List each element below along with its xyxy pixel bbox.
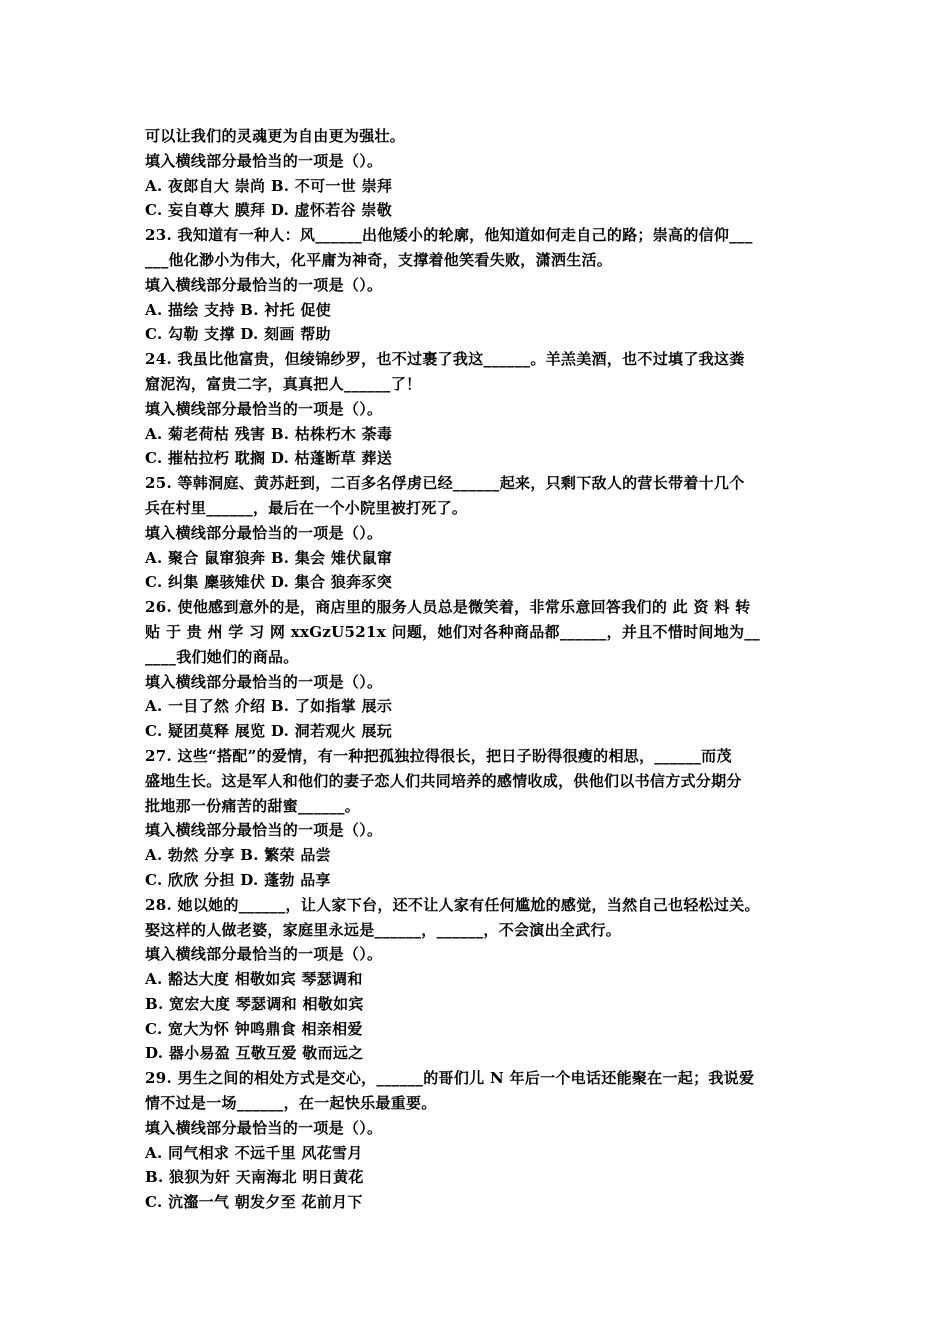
question-text-line: 可以让我们的灵魂更为自由更为强壮。 — [145, 127, 406, 145]
answer-options-line: A. 夜郎自大 崇尚 B. 不可一世 崇拜 — [145, 176, 393, 195]
answer-options-line: C. 沆瀣一气 朝发夕至 花前月下 — [145, 1193, 363, 1212]
question-prompt-line: 填入横线部分最恰当的一项是（）。 — [145, 672, 383, 691]
answer-options-line: A. 一目了然 介绍 B. 了如指掌 展示 — [145, 697, 393, 716]
answer-options-line: A. 勃然 分享 B. 繁荣 品尝 — [145, 846, 331, 865]
question-text-line: 窟泥沟，富贵二字，真真把人______了！ — [145, 374, 422, 393]
question-text-line: 兵在村里______，最后在一个小院里被打死了。 — [145, 498, 468, 517]
answer-options-line: A. 豁达大度 相敬如宾 琴瑟调和 — [145, 970, 363, 989]
answer-options-line: C. 妄自尊大 膜拜 D. 虚怀若谷 崇敬 — [145, 201, 393, 220]
answer-options-line: B. 狼狈为奸 天南海北 明日黄花 — [145, 1168, 364, 1187]
answer-options-line: C. 摧枯拉朽 耽搁 D. 枯蓬断草 葬送 — [145, 449, 393, 468]
answer-options-line: C. 宽大为怀 钟鸣鼎食 相亲相爱 — [145, 1019, 363, 1038]
answer-options-line: A. 同气相求 不远千里 风花雪月 — [145, 1143, 363, 1162]
answer-options-line: A. 聚合 鼠窜狼奔 B. 集会 雉伏鼠窜 — [145, 548, 393, 567]
answer-options-line: D. 器小易盈 互敬互爱 敬而远之 — [145, 1044, 364, 1063]
question-text-line: 盛地生长。这是军人和他们的妻子恋人们共同培养的感情收成，供他们以书信方式分期分 — [145, 771, 742, 790]
question-text-line: 24. 我虽比他富贵，但绫锦纱罗，也不过裹了我这______。羊羔美酒，也不过填了我这粪 — [145, 350, 745, 369]
answer-options-line: C. 欣欣 分担 D. 蓬勃 品享 — [145, 870, 331, 889]
question-text-line: 26. 使他感到意外的是，商店里的服务人员总是微笑着，非常乐意回答我们的 此 资 料 转 — [145, 598, 751, 617]
answer-options-line: A. 菊老荷枯 残害 B. 枯株朽木 荼毒 — [145, 424, 393, 443]
answer-options-line: C. 纠集 麇骇雉伏 D. 集合 狼奔豕突 — [145, 573, 393, 592]
question-prompt-line: 填入横线部分最恰当的一项是（）。 — [145, 1118, 383, 1137]
document-page — [145, 124, 825, 1215]
question-prompt-line: 填入横线部分最恰当的一项是（）。 — [145, 275, 383, 294]
question-text-line: 25. 等韩洞庭、黄苏赶到，二百多名俘虏已经______起来，只剩下敌人的营长带着十几个 — [145, 474, 745, 493]
answer-options-line: B. 宽宏大度 琴瑟调和 相敬如宾 — [145, 994, 364, 1013]
answer-options-line: A. 描绘 支持 B. 衬托 促使 — [145, 300, 331, 319]
question-prompt-line: 填入横线部分最恰当的一项是（）。 — [145, 821, 383, 840]
question-text-line: ___他化渺小为伟大，化平庸为神奇，支撑着他笑看失败，潇洒生活。 — [145, 250, 613, 269]
answer-options-line: C. 疑团莫释 展览 D. 洞若观火 展玩 — [145, 722, 393, 741]
question-text-line: ____我们她们的商品。 — [145, 647, 299, 666]
question-text-line: 贴 于 贵 州 学 习 网 xxGzU521x 问题，她们对各种商品都______，并且不惜时间地为__ — [145, 622, 760, 641]
question-text-line: 27. 这些“搭配”的爱情，有一种把孤独拉得很长，把日子盼得很瘦的相思，______而茂 — [145, 746, 732, 765]
answer-options-line: C. 勾勒 支撑 D. 刻画 帮助 — [145, 325, 331, 344]
question-text-line: 29. 男生之间的相处方式是交心，______的哥们儿 N 年后一个电话还能聚在一起；我说爱 — [145, 1069, 755, 1088]
question-prompt-line: 填入横线部分最恰当的一项是（）。 — [145, 523, 383, 542]
question-text-line: 28. 她以她的______，让人家下台，还不让人家有任何尴尬的感觉，当然自己也轻松过关。 — [145, 895, 760, 914]
question-prompt-line: 填入横线部分最恰当的一项是（）。 — [145, 151, 383, 170]
question-prompt-line: 填入横线部分最恰当的一项是（）。 — [145, 945, 383, 964]
question-text-line: 批地那一份痛苦的甜蜜______。 — [145, 796, 361, 815]
question-text-line: 情不过是一场______，在一起快乐最重要。 — [145, 1094, 437, 1113]
question-text-line: 23. 我知道有一种人：风______出他矮小的轮廓，他知道如何走自己的路；崇高的信仰___ — [145, 226, 753, 245]
question-text-line: 娶这样的人做老婆，家庭里永远是______，______，不会演出全武行。 — [145, 920, 622, 939]
question-prompt-line: 填入横线部分最恰当的一项是（）。 — [145, 399, 383, 418]
